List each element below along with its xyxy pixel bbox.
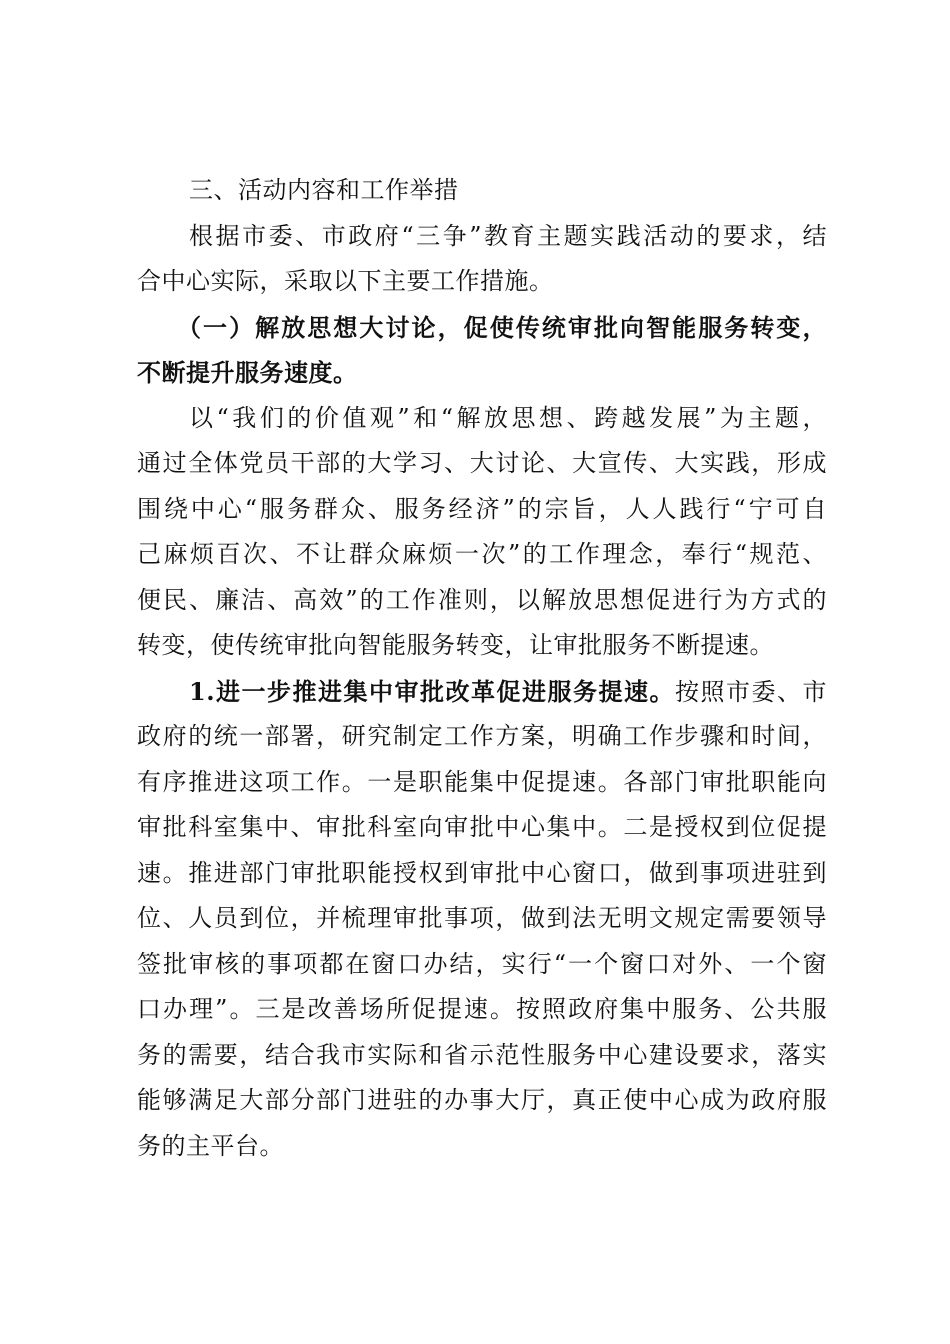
intro-line-1: 根据市委、市政府“三争”教育主题实践活动的要求，结	[189, 221, 827, 250]
paragraph1-line-6: 转变，使传统审批向智能服务转变，让审批服务不断提速。	[137, 631, 774, 659]
item1-title: 1.进一步推进集中审批改革促进服务提速。	[189, 676, 676, 706]
paragraph1-line-1: 以“我们的价值观”和“解放思想、跨越发展”为主题，	[189, 403, 827, 432]
item1-line-4: 审批科室集中、审批科室向审批中心集中。二是授权到位促提	[137, 813, 827, 841]
paragraph1-line-2: 通过全体党员干部的大学习、大讨论、大宣传、大实践，形成	[137, 449, 827, 477]
paragraph1-line-3: 围绕中心“服务群众、服务经济”的宗旨，人人践行“宁可自	[137, 494, 827, 523]
item1-first-line-rest: 按照市委、市	[675, 677, 827, 706]
item1-line-6: 位、人员到位，并梳理审批事项，做到法无明文规定需要领导	[137, 904, 827, 932]
subheading-line-1: （一）解放思想大讨论，促使传统审批向智能服务转变，	[177, 312, 827, 342]
item1-line-9: 务的需要，结合我市实际和省示范性服务中心建设要求，落实	[137, 1040, 827, 1069]
paragraph1-line-4: 己麻烦百次、不让群众麻烦一次”的工作理念，奉行“规范、	[137, 540, 827, 568]
section-heading: 三、活动内容和工作举措	[189, 176, 459, 204]
item1-line-5: 速。推进部门审批职能授权到审批中心窗口，做到事项进驻到	[137, 858, 827, 887]
intro-line-2: 合中心实际，采取以下主要工作措施。	[137, 267, 554, 295]
paragraph1-line-5: 便民、廉洁、高效”的工作准则，以解放思想促进行为方式的	[137, 585, 827, 614]
item1-line-11: 务的主平台。	[137, 1131, 284, 1160]
item1-line-7: 签批审核的事项都在窗口办结，实行“一个窗口对外、一个窗	[137, 949, 827, 978]
item1-line-10: 能够满足大部分部门进驻的办事大厅，真正使中心成为政府服	[137, 1086, 827, 1114]
item1-first-line	[137, 669, 827, 715]
document-body	[137, 168, 827, 1169]
item1-line-3: 有序推进这项工作。一是职能集中促提速。各部门审批职能向	[137, 767, 827, 796]
item1-line-2: 政府的统一部署，研究制定工作方案，明确工作步骤和时间，	[137, 722, 827, 750]
subheading-line-2: 不断提升服务速度。	[137, 358, 358, 387]
item1-line-8: 口办理”。三是改善场所促提速。按照政府集中服务、公共服	[137, 995, 827, 1023]
